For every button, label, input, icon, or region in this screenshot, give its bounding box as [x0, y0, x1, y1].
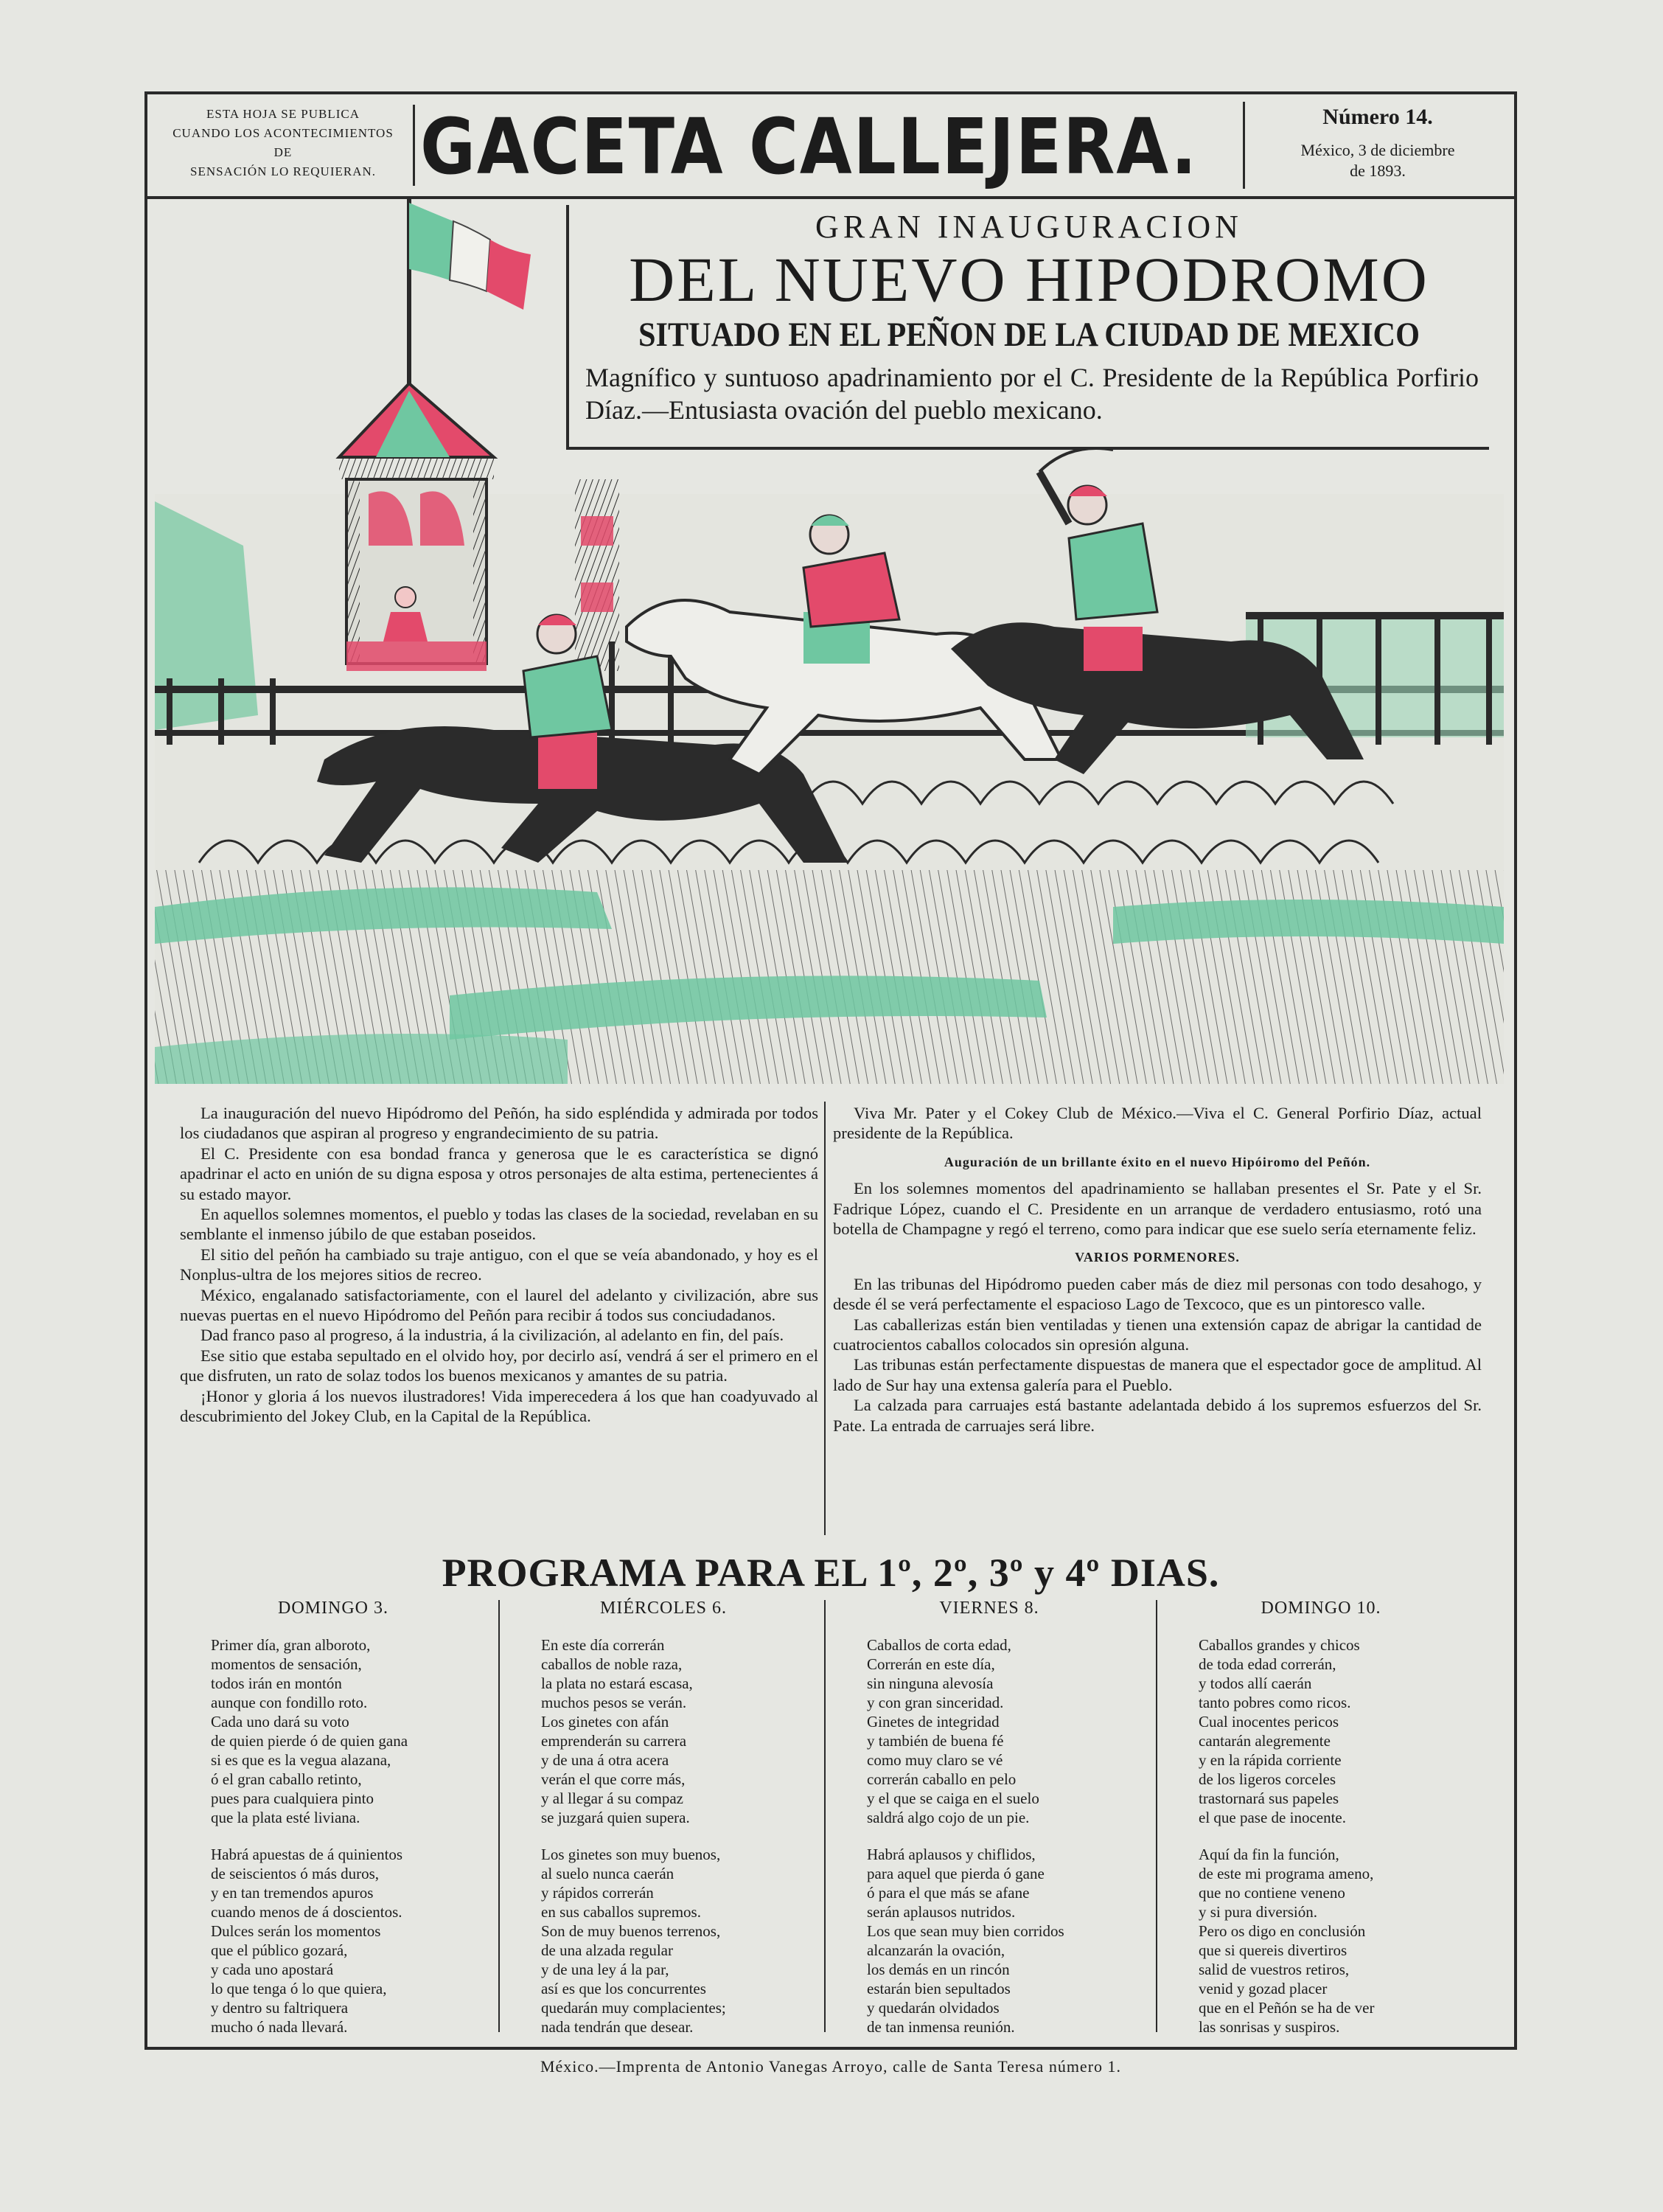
program-divider — [824, 1600, 826, 2032]
verse-line: Correrán en este día, — [867, 1655, 995, 1673]
masthead — [147, 94, 1514, 199]
program-divider — [498, 1600, 500, 2032]
section-heading: Auguración de un brillante éxito en el nuevo Hipóiromo del Peñón. — [944, 1154, 1371, 1169]
issue-date — [1245, 140, 1510, 181]
program-day — [1166, 1599, 1476, 2037]
section-heading: VARIOS PORMENORES. — [1075, 1250, 1240, 1265]
paragraph: La inauguración del nuevo Hipódromo del Peñón, ha sido espléndida y admirada por todos los ciudadanos que aspiran al progreso y engrandecimiento de su patria. — [180, 1104, 818, 1143]
stanza-gap — [834, 1827, 1144, 1845]
program-title: PROGRAMA PARA EL 1º, 2º, 3º y 4º DIAS. — [442, 1551, 1220, 1595]
paragraph: Las caballerizas están bien ventiladas y tienen una extensión capaz de abrigar la cantidad de cuatrocientos caballos colocados sin opresión alguna. — [833, 1315, 1482, 1354]
headline-line3: SITUADO EN EL PEÑON DE LA CIUDAD DE MEXICO — [638, 316, 1420, 354]
article-right-column — [833, 1103, 1482, 1436]
verse-line: Los que sean muy bien corridos — [867, 1922, 1064, 1940]
verse-line: como muy claro se vé — [867, 1751, 1003, 1769]
mexican-flag — [409, 199, 531, 383]
date-line: de 1893. — [1350, 161, 1406, 180]
verse-line: de este mi programa ameno, — [1199, 1865, 1374, 1882]
verse-line: los demás en un rincón — [867, 1961, 1010, 1978]
verse-line: ó para el que más se afane — [867, 1884, 1030, 1902]
verse-line: Pero os digo en conclusión — [1199, 1922, 1366, 1940]
verse-line: de seiscientos ó más duros, — [211, 1865, 380, 1882]
pavilion — [339, 383, 494, 671]
article-left-column — [180, 1103, 818, 1427]
verse-line: y cada uno apostará — [211, 1961, 334, 1978]
printer-imprint: México.—Imprenta de Antonio Vanegas Arroyo, calle de Santa Teresa número 1. — [540, 2057, 1122, 2076]
date-line: México, 3 de diciembre — [1300, 141, 1455, 159]
verse-line: y en tan tremendos apuros — [211, 1884, 374, 1902]
verse-line: saldrá algo cojo de un pie. — [867, 1809, 1030, 1826]
program-day-heading: DOMINGO 3. — [278, 1599, 388, 1618]
verse-line: el que pase de inocente. — [1199, 1809, 1346, 1826]
verse-line: Cada uno dará su voto — [211, 1713, 349, 1731]
issue-info — [1243, 102, 1510, 189]
publication-note — [153, 105, 415, 186]
verse-line: que la plata esté liviana. — [211, 1809, 360, 1826]
verse-line: verán el que corre más, — [541, 1770, 686, 1788]
verse-line: Caballos de corta edad, — [867, 1636, 1011, 1654]
verse-line: todos irán en montón — [211, 1674, 342, 1692]
paragraph: México, engalanado satisfactoriamente, con el laurel del adelanto y civilización, abre sus nuevas puertas en el nuevo Hipódromo del Peñón para recibir á todos sus conciudadanos. — [180, 1285, 818, 1325]
verse-line: aunque con fondillo roto. — [211, 1694, 368, 1711]
verse-line: las sonrisas y suspiros. — [1199, 2018, 1340, 2036]
verse-line: sin ninguna alevosía — [867, 1674, 994, 1692]
stanza-gap — [509, 1827, 818, 1845]
verse-line: Los ginetes son muy buenos, — [541, 1846, 721, 1863]
program-day — [834, 1599, 1144, 2037]
verse-line: Habrá aplausos y chiflidos, — [867, 1846, 1036, 1863]
program-divider — [1156, 1600, 1157, 2032]
verse-line: venid y gozad placer — [1199, 1980, 1328, 1997]
headline-box — [566, 205, 1489, 450]
verse-line: y de una ley á la par, — [541, 1961, 669, 1978]
paragraph: El sitio del peñón ha cambiado su traje antiguo, con el que se veía abandonado, y hoy es el Nonplus-ultra de los mejores sitios de recreo. — [180, 1245, 818, 1284]
verse-line: Los ginetes con afán — [541, 1713, 669, 1731]
paragraph: En los solemnes momentos del apadrinamiento se hallaban presentes el Sr. Pate y el Sr. Fadrique López, cuando el C. Presidente en un arranque de verdadero entusiasmo, rotó una botella de Champagne y regó el terreno, como para indicar que ese suelo sería eternamente feliz. — [833, 1179, 1482, 1239]
verse-line: quedarán muy complacientes; — [541, 1999, 726, 2017]
verse-line: que el público gozará, — [211, 1941, 348, 1959]
verse-line: y rápidos correrán — [541, 1884, 654, 1902]
program-day-heading: MIÉRCOLES 6. — [599, 1599, 727, 1618]
verse-line: la plata no estará escasa, — [541, 1674, 693, 1692]
column-divider — [824, 1102, 826, 1535]
verse-line: para aquel que pierda ó gane — [867, 1865, 1045, 1882]
paragraph: Dad franco paso al progreso, á la industria, á la civilización, al adelanto en fin, del país. — [201, 1326, 784, 1345]
paragraph: En las tribunas del Hipódromo pueden caber más de diez mil personas con todo desahogo, y desde él se verá perfectamente el espacioso Lago de Texcoco, que es un pintoresco valle. — [833, 1274, 1482, 1314]
verse-line: y también de buena fé — [867, 1732, 1004, 1750]
verse-line: caballos de noble raza, — [541, 1655, 683, 1673]
note-line: SENSACIÓN LO REQUIERAN. — [189, 164, 377, 178]
verse-line: Cual inocentes pericos — [1199, 1713, 1339, 1731]
verse-line: correrán caballo en pelo — [867, 1770, 1017, 1788]
headline-subtitle: Magnífico y suntuoso apadrinamiento por el C. Presidente de la República Porfirio Díaz.—Entusiasta ovación del pueblo mexicano. — [585, 363, 1479, 425]
note-line: DE — [273, 145, 293, 159]
note-line: CUANDO LOS ACONTECIMIENTOS — [172, 126, 394, 140]
paragraph: Las tribunas están perfectamente dispuestas de manera que el espectador goce de amplitud. Al lado de Sur hay una extensa galería para el Pueblo. — [833, 1355, 1482, 1394]
verse-line: y con gran sinceridad. — [867, 1694, 1004, 1711]
verse-line: ó el gran caballo retinto, — [211, 1770, 362, 1788]
verse-line: y en la rápida corriente — [1199, 1751, 1342, 1769]
verse-line: que si quereis divertiros — [1199, 1941, 1348, 1959]
paragraph: ¡Honor y gloria á los nuevos ilustradores! Vida imperecedera á los que han coadyuvado al descubrimiento del Jokey Club, en la Capital de la República. — [180, 1386, 818, 1426]
verse-line: de los ligeros corceles — [1199, 1770, 1336, 1788]
verse-line: de tan inmensa reunión. — [867, 2018, 1015, 2036]
note-line: ESTA HOJA SE PUBLICA — [206, 107, 360, 121]
verse-line: tanto pobres como ricos. — [1199, 1694, 1351, 1711]
program-day-heading: DOMINGO 10. — [1261, 1599, 1381, 1618]
verse-line: y al llegar á su compaz — [541, 1790, 683, 1807]
pillar — [575, 479, 619, 671]
verse-line: y de una á otra acera — [541, 1751, 669, 1769]
paragraph: El C. Presidente con esa bondad franca y generosa que le es característica se dignó apadrinar el acto en unión de su digna esposa y otros personajes de alta estima, pertenecientes á su estado mayor. — [180, 1144, 818, 1203]
verse-line: y si pura diversión. — [1199, 1903, 1317, 1921]
verse-line: y todos allí caerán — [1199, 1674, 1312, 1692]
verse-line: cantarán alegremente — [1199, 1732, 1331, 1750]
verse-line: Aquí da fin la función, — [1199, 1846, 1339, 1863]
verse-line: Primer día, gran alboroto, — [211, 1636, 371, 1654]
verse-line: que no contiene veneno — [1199, 1884, 1345, 1902]
verse-line: cuando menos de á doscientos. — [211, 1903, 402, 1921]
race-track — [155, 870, 1504, 1084]
verse-line: de toda edad correrán, — [1199, 1655, 1336, 1673]
paragraph: En aquellos solemnes momentos, el pueblo y todas las clases de la sociedad, revelaban en su semblante el inmenso júbilo de que estaban poseidos. — [180, 1205, 818, 1244]
verse-line: Son de muy buenos terrenos, — [541, 1922, 721, 1940]
headline-line2: DEL NUEVO HIPODROMO — [629, 244, 1429, 315]
newspaper-title — [420, 99, 1378, 195]
verse-line: estarán bien sepultados — [867, 1980, 1011, 1997]
verse-line: pues para cualquiera pinto — [211, 1790, 374, 1807]
verse-line: emprenderán su carrera — [541, 1732, 687, 1750]
stanza-gap — [178, 1827, 488, 1845]
verse-line: mucho ó nada llevará. — [211, 2018, 348, 2036]
verse-line: de una alzada regular — [541, 1941, 673, 1959]
verse-line: Dulces serán los momentos — [211, 1922, 381, 1940]
verse-line: alcanzarán la ovación, — [867, 1941, 1005, 1959]
paragraph: Viva Mr. Pater y el Cokey Club de México.—Viva el C. General Porfirio Díaz, actual presidente de la República. — [833, 1104, 1482, 1143]
verse-line: Habrá apuestas de á quinientos — [211, 1846, 403, 1863]
verse-line: muchos pesos se verán. — [541, 1694, 687, 1711]
verse-line: En este día correrán — [541, 1636, 665, 1654]
verse-line: se juzgará quien supera. — [541, 1809, 690, 1826]
verse-line: en sus caballos supremos. — [541, 1903, 701, 1921]
verse-line: Ginetes de integridad — [867, 1713, 1000, 1731]
verse-line: momentos de sensación, — [211, 1655, 362, 1673]
verse-line: así es que los concurrentes — [541, 1980, 706, 1997]
paragraph: Ese sitio que estaba sepultado en el olvido hoy, por decirlo así, vendrá á ser el primero en el que disfruten, un rato de solaz todos los buenos mexicanos y amantes de su patria. — [180, 1346, 818, 1385]
verse-line: nada tendrán que desear. — [541, 2018, 694, 2036]
paragraph: La calzada para carruajes está bastante adelantada debido á los supremos esfuerzos del Sr. Pate. La entrada de carruajes será libre. — [833, 1396, 1482, 1435]
verse-line: si es que es la vegua alazana, — [211, 1751, 391, 1769]
stanza-gap — [1166, 1827, 1476, 1845]
verse-line: y quedarán olvidados — [867, 1999, 1000, 2017]
issue-number: Número 14. — [1322, 105, 1433, 129]
verse-line: serán aplausos nutridos. — [867, 1903, 1016, 1921]
verse-line: al suelo nunca caerán — [541, 1865, 674, 1882]
verse-line: y dentro su faltriquera — [211, 1999, 349, 2017]
verse-line: Caballos grandes y chicos — [1199, 1636, 1360, 1654]
verse-line: que en el Peñón se ha de ver — [1199, 1999, 1375, 2017]
verse-line: trastornará sus papeles — [1199, 1790, 1339, 1807]
verse-line: salid de vuestros retiros, — [1199, 1961, 1350, 1978]
verse-line: y el que se caiga en el suelo — [867, 1790, 1039, 1807]
program-day — [509, 1599, 818, 2037]
verse-line: lo que tenga ó lo que quiera, — [211, 1980, 387, 1997]
program-day — [178, 1599, 488, 2037]
verse-line: de quien pierde ó de quien gana — [211, 1732, 408, 1750]
program-day-heading: VIERNES 8. — [939, 1599, 1039, 1618]
headline-line1: GRAN INAUGURACION — [815, 209, 1243, 245]
title-text: GACETA CALLEJERA. — [420, 102, 1199, 192]
